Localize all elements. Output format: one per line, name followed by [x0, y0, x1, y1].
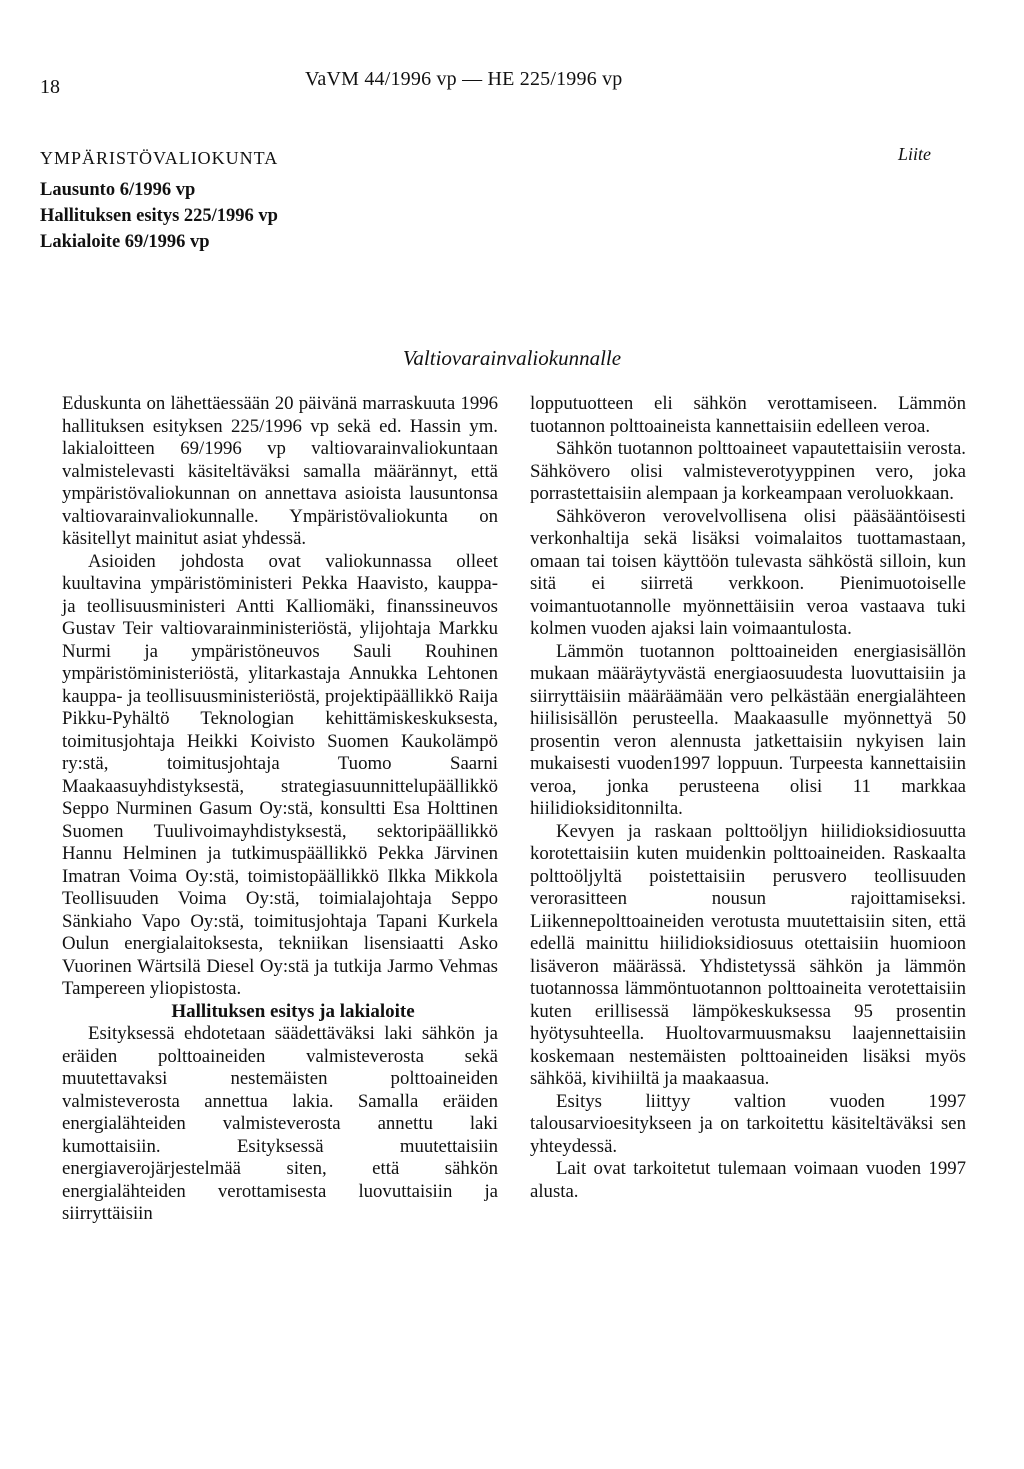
addressee-heading: Valtiovarainvaliokunnalle: [402, 346, 622, 370]
paragraph-proposal: Esityksessä ehdotetaan säädettäväksi laki sähkön ja eräiden polttoaineiden valmisteverosta sekä muutettavaksi nestemäisten polttoaineiden valmisteverosta annettua lakia. Samalla eräiden energialähteiden valmisteverosta annettu laki kumottaisiin. Esityksessä muutettaisiin energiaverojärjestelmää siten, että sähkön energialähteiden verottamisesta luovuttaisiin ja siirryttäisiin: [62, 1023, 498, 1224]
paragraph-budget-link: Esitys liittyy valtion vuoden 1997 talousarvioesitykseen ja on tarkoitettu käsiteltäväksi sen yhteydessä.: [530, 1090, 966, 1157]
reference-statement: Lausunto 6/1996 vp: [40, 180, 196, 200]
paragraph-continuation: lopputuotteen eli sähkön verottamiseen. Lämmön tuotannon polttoaineista kannettaisiin edelleen veroa.: [530, 393, 966, 437]
paragraph-entry-into-force: Lait ovat tarkoitetut tulemaan voimaan vuoden 1997 alusta.: [530, 1158, 966, 1202]
reference-government-proposal: Hallituksen esitys 225/1996 vp: [40, 206, 278, 226]
paragraph-fuel-oil: Kevyen ja raskaan polttoöljyn hiilidioksidiosuutta korotettaisiin kuten muidenkin polttoaineiden. Raskaalta polttoöljyltä poistettaisiin perusvero teollisuuden verorasitteen nousun rajoittamiseksi. Liikennepolttoaineiden verotusta muutettaisiin siten, että edellä mainittu hiilidioksidiosuus otettaisiin huomioon lisäveron määrässä. Yhdistetyssä sähkön ja lämmön tuotannossa lämmöntuotannon polttoaineita verotettaisiin kuten erillisessä lämpökeskuksessa 95 prosentin hyötysuhteella. Huoltovarmuusmaksu laajennettaisiin koskemaan nestemäisten polttoaineiden lisäksi myös sähköä, kivihiiltä ja maakaasua.: [530, 820, 966, 1089]
paragraph-tax-liability: Sähköveron verovelvollisena olisi pääsääntöisesti verkonhaltija sekä lisäksi voimalaitos tuottamastaan, omaan tai toisen käyttöön tulevasta sähköstä silloin, kun sitä ei siirretä verkkoon. Pienimuotoiselle voimantuotannolle myönnettäisiin veroa vastaava tuki kolmen vuoden ajaksi lain voimaantulosta.: [530, 505, 966, 639]
reference-bill: Lakialoite 69/1996 vp: [40, 232, 210, 252]
committee-name: YMPÄRISTÖVALIOKUNTA: [40, 148, 279, 168]
section-heading: Hallituksen esitys ja lakialoite: [171, 1000, 415, 1022]
paragraph-heat-production: Lämmön tuotannon polttoaineiden energiasisällön mukaan määräytyvästä energiaosuudesta luovuttaisiin ja siirryttäisiin määräämään vero pelkästään energialähteen hiilisisällön perusteella. Maakaasulle myönnettyä 50 prosentin veron alennusta jatkettaisiin nykyisen lain mukaisesti vuoden1997 loppuun. Turpeesta kannettaisiin veroa, jonka perusteena olisi 11 markkaa hiilidioksiditonnilta.: [530, 640, 966, 819]
paragraph-referral: Eduskunta on lähettäessään 20 päivänä marraskuuta 1996 hallituksen esityksen 225/1996 vp sekä ed. Hassin ym. lakialoitteen 69/1996 vp valtiovarainvaliokuntaan valmistelevasti käsiteltäväksi samalla määrännyt, että ympäristövaliokunnan on annettava asioista lausuntonsa valtiovarainvaliokunnalle. Ympäristövaliokunta on käsitellyt mainitut asiat yhdessä.: [62, 393, 498, 549]
page-number: 18: [40, 76, 60, 98]
paragraph-fuel-exemption: Sähkön tuotannon polttoaineet vapautettaisiin verosta. Sähkövero olisi valmisteverotyyppinen vero, joka porrastettaisiin alempaan ja korkeampaan veroluokkaan.: [530, 438, 966, 504]
attachment-label: Liite: [898, 144, 932, 164]
running-title: VaVM 44/1996 vp — HE 225/1996 vp: [305, 68, 623, 90]
left-column: [62, 393, 498, 1226]
paragraph-experts-heard: Asioiden johdosta ovat valiokunnassa olleet kuultavina ympäristöministeri Pekka Haavisto, kauppa- ja teollisuusministeri Antti Kalliomäki, finanssineuvos Gustav Teir valtiovarainministeriöstä, ylijohtaja Markku Nurmi ja ympäristöneuvos Sauli Rouhinen ympäristöministeriöstä, ylitarkastaja Annukka Lehtonen kauppa- ja teollisuusministeriöstä, projektipäällikkö Raija Pikku-Pyhältö Teknologian kehittämiskeskuksesta, toimitusjohtaja Heikki Koivisto Suomen Kaukolämpö ry:stä, toimitusjohtaja Tuomo Saarni Maakaasuyhdistyksestä, strategiasuunnittelupäällikkö Seppo Nurminen Gasum Oy:stä, konsultti Esa Holttinen Suomen Tuulivoimayhdistyksestä, sektoripäällikkö Hannu Helminen ja tutkimuspäällikkö Pekka Järvinen Imatran Voima Oy:stä, toimistopäällikkö Ilkka Mikkola Teollisuuden Voima Oy:stä, toimialajohtaja Seppo Sänkiaho Vapo Oy:stä, toimitusjohtaja Tapani Kurkela Oulun energialaitoksesta, tekniikan lisensiaatti Asko Vuorinen Wärtsilä Diesel Oy:stä ja tutkija Jarmo Vehmas Tampereen yliopistosta.: [62, 550, 498, 999]
right-column: [530, 393, 966, 1203]
document-references: [40, 177, 278, 255]
